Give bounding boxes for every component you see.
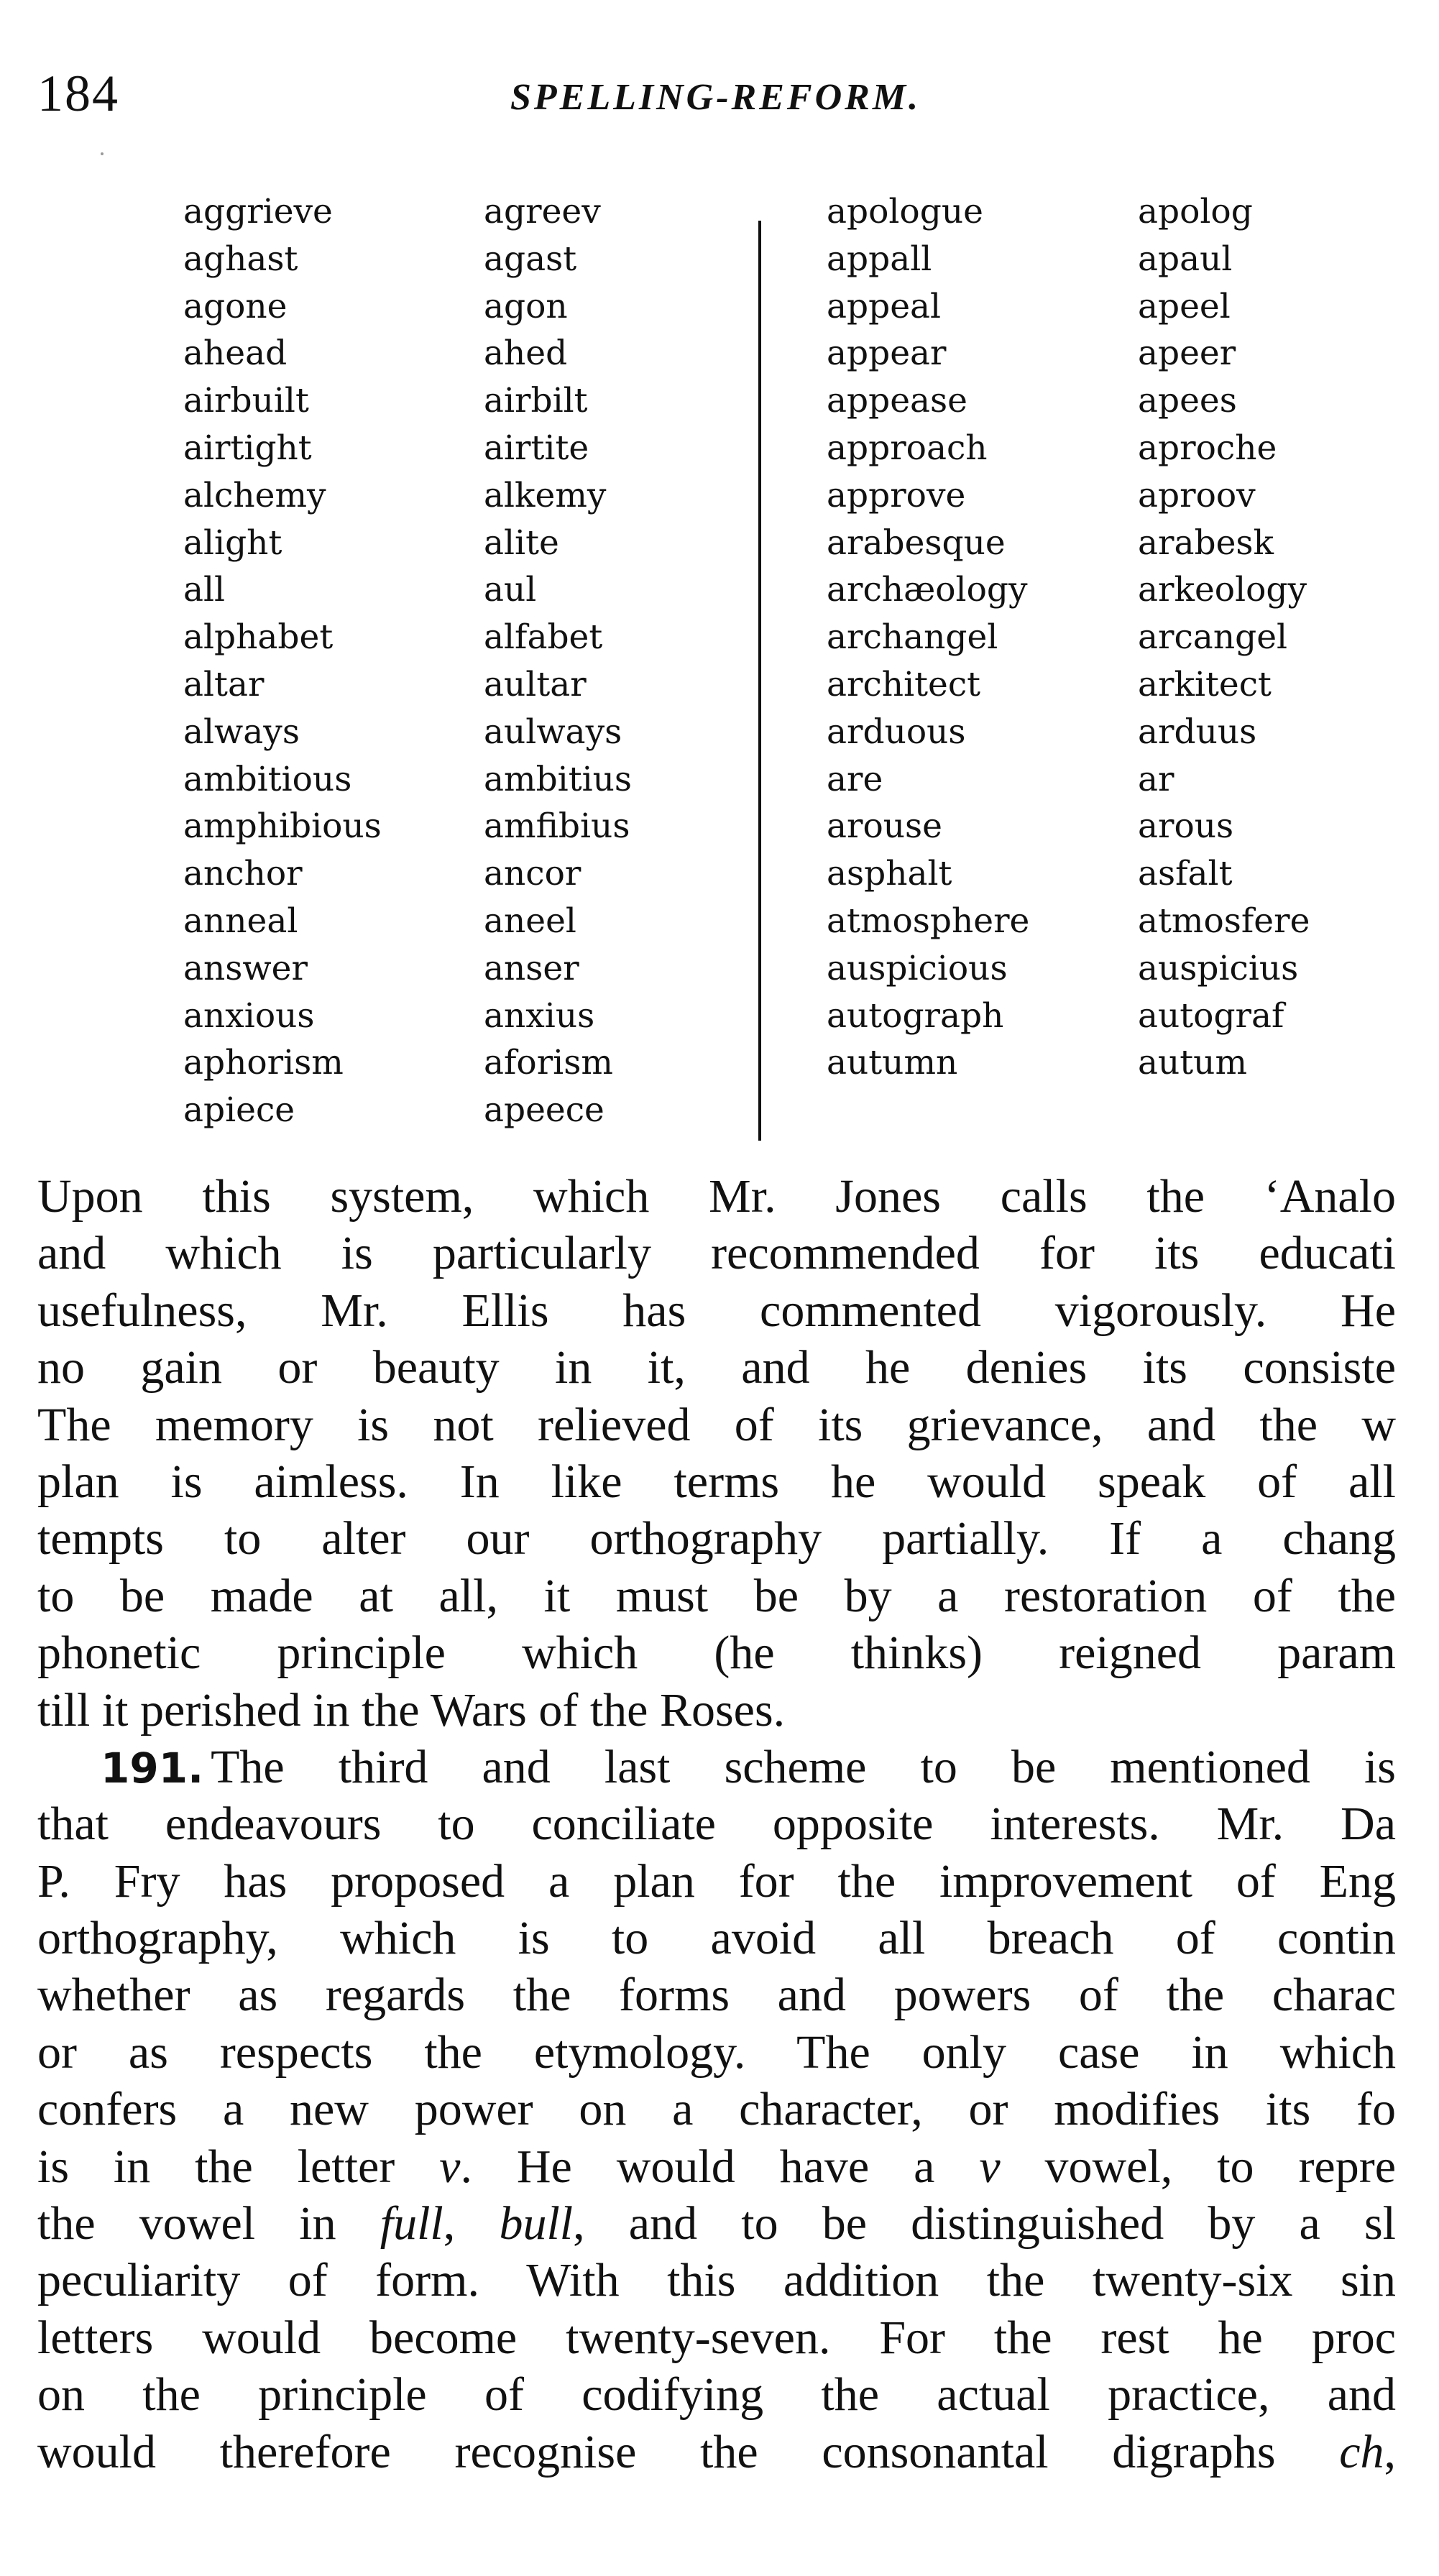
word-entry: arouse bbox=[827, 806, 942, 847]
word-entry: aneel bbox=[484, 901, 576, 941]
word-entry: arduous bbox=[827, 712, 966, 752]
text-segment: the vowel in bbox=[37, 2197, 380, 2250]
word-entry: are bbox=[827, 759, 883, 799]
word-entry: autum bbox=[1138, 1043, 1248, 1083]
text-line: and which is particularly recommended for its educati bbox=[37, 1227, 1396, 1280]
running-title: SPELLING-REFORM. bbox=[510, 77, 921, 118]
word-entry: anxious bbox=[183, 995, 315, 1036]
word-entry: airbilt bbox=[484, 381, 588, 421]
text-line: The memory is not relieved of its grievance, and the w bbox=[37, 1398, 1396, 1451]
text-segment: is in the letter bbox=[37, 2140, 440, 2193]
word-entry: approach bbox=[827, 428, 988, 468]
paragraph-section-191 bbox=[37, 1739, 1396, 2480]
column-divider bbox=[758, 221, 761, 1141]
word-entry: apeece bbox=[484, 1090, 604, 1131]
word-entry: atmosphere bbox=[827, 901, 1030, 941]
italic-word: bull bbox=[499, 2197, 574, 2250]
word-entry: apaul bbox=[1138, 239, 1233, 279]
text-line bbox=[37, 2195, 1396, 2252]
word-entry: asfalt bbox=[1138, 854, 1233, 894]
word-entry: airtite bbox=[484, 428, 589, 468]
word-entry: auspicious bbox=[827, 948, 1008, 988]
text-line: letters would become twenty-seven. For the rest he proc bbox=[37, 2311, 1396, 2364]
word-entry: aforism bbox=[484, 1043, 613, 1083]
text-segment: would therefore recognise the consonantal digraphs bbox=[37, 2425, 1340, 2478]
word-entry: autograph bbox=[827, 995, 1004, 1036]
word-column-old-spelling-1 bbox=[183, 188, 382, 1134]
word-entry: approve bbox=[827, 475, 966, 515]
word-entry: aulways bbox=[484, 712, 622, 752]
word-entry: aghast bbox=[183, 239, 298, 279]
paragraph-lines bbox=[37, 2252, 1396, 2423]
word-entry: airtight bbox=[183, 428, 312, 468]
text-line: on the principle of codifying the actual practice, and bbox=[37, 2368, 1396, 2421]
word-entry: apeel bbox=[1138, 286, 1231, 326]
word-entry: alkemy bbox=[484, 475, 607, 515]
paragraph-lines bbox=[37, 1795, 1396, 2138]
word-entry: arous bbox=[1138, 806, 1234, 847]
word-entry: always bbox=[183, 712, 300, 752]
word-entry: aggrieve bbox=[183, 192, 333, 231]
print-speck bbox=[101, 152, 104, 155]
word-entry: ahead bbox=[183, 334, 288, 374]
text-line: whether as regards the forms and powers of the charac bbox=[37, 1969, 1396, 2022]
text-line-content: The third and last scheme to be mentioned is bbox=[211, 1740, 1396, 1793]
word-entry: appear bbox=[827, 334, 947, 374]
word-entry: ambitius bbox=[484, 759, 633, 799]
text-line: usefulness, Mr. Ellis has commented vigorously. He bbox=[37, 1284, 1396, 1337]
word-entry: autumn bbox=[827, 1043, 958, 1083]
italic-word: full bbox=[380, 2197, 443, 2250]
text-segment: , bbox=[443, 2197, 500, 2250]
word-entry: appease bbox=[827, 381, 967, 421]
section-number: 191. bbox=[101, 1743, 204, 1793]
word-entry: aul bbox=[484, 570, 537, 610]
word-entry: agon bbox=[484, 286, 568, 326]
word-column-old-spelling-2 bbox=[827, 188, 1029, 1087]
word-entry: alphabet bbox=[183, 617, 334, 658]
word-entry: archæology bbox=[827, 570, 1028, 610]
paragraph-analogic-system bbox=[37, 1168, 1396, 1739]
word-entry: archangel bbox=[827, 617, 998, 658]
text-line bbox=[37, 2424, 1396, 2480]
text-segment: vowel, to repre bbox=[1000, 2140, 1396, 2193]
text-segment: . He would have a bbox=[460, 2140, 980, 2193]
text-line: or as respects the etymology. The only case in which bbox=[37, 2025, 1396, 2079]
text-line: plan is aimless. In like terms he would speak of all bbox=[37, 1455, 1396, 1508]
word-entry: agone bbox=[183, 286, 288, 326]
word-entry: altar bbox=[183, 664, 265, 704]
word-column-new-spelling-2 bbox=[1138, 188, 1310, 1087]
word-entry: ancor bbox=[484, 854, 581, 894]
word-entry: autograf bbox=[1138, 995, 1284, 1036]
word-entry: agast bbox=[484, 239, 577, 279]
word-entry: anser bbox=[484, 948, 579, 988]
word-entry: alite bbox=[484, 523, 559, 563]
word-entry: aultar bbox=[484, 664, 587, 704]
word-entry: ahed bbox=[484, 334, 568, 374]
text-line bbox=[37, 2138, 1396, 2195]
word-entry: alfabet bbox=[484, 617, 603, 658]
word-entry: apiece bbox=[183, 1090, 295, 1131]
word-entry: apolog bbox=[1138, 192, 1253, 231]
word-entry: all bbox=[183, 570, 226, 610]
word-entry: amphibious bbox=[183, 806, 382, 847]
word-entry: anchor bbox=[183, 854, 303, 894]
text-line: peculiarity of form. With this addition the twenty-six sin bbox=[37, 2254, 1396, 2307]
word-entry: arduus bbox=[1138, 712, 1257, 752]
word-entry: asphalt bbox=[827, 854, 952, 894]
text-line: that endeavours to conciliate opposite interests. Mr. Da bbox=[37, 1798, 1396, 1851]
text-line: no gain or beauty in it, and he denies its consiste bbox=[37, 1341, 1396, 1394]
word-entry: airbuilt bbox=[183, 381, 309, 421]
word-entry: arabesque bbox=[827, 523, 1006, 563]
italic-letter: v bbox=[979, 2140, 1001, 2193]
word-entry: anxius bbox=[484, 995, 595, 1036]
word-entry: aphorism bbox=[183, 1043, 344, 1083]
word-entry: arabesk bbox=[1138, 523, 1274, 563]
spelling-word-list bbox=[183, 188, 1369, 1151]
word-entry: arkitect bbox=[1138, 664, 1272, 704]
italic-letter: v bbox=[439, 2140, 461, 2193]
text-line: confers a new power on a character, or modifies its fo bbox=[37, 2083, 1396, 2136]
word-entry: arcangel bbox=[1138, 617, 1288, 658]
page-number: 184 bbox=[37, 65, 119, 122]
body-text bbox=[37, 1168, 1396, 2570]
word-entry: apologue bbox=[827, 192, 983, 231]
word-entry: agreev bbox=[484, 192, 601, 231]
page-header bbox=[36, 61, 1394, 126]
text-line: Upon this system, which Mr. Jones calls the ‘Analo bbox=[37, 1170, 1396, 1223]
word-entry: auspicius bbox=[1138, 948, 1299, 988]
text-line: to be made at all, it must be by a restoration of the bbox=[37, 1569, 1396, 1622]
text-line: tempts to alter our orthography partially. If a chang bbox=[37, 1512, 1396, 1565]
word-column-new-spelling-1 bbox=[484, 188, 632, 1134]
text-line: phonetic principle which (he thinks) reigned param bbox=[37, 1627, 1396, 1680]
word-entry: apeer bbox=[1138, 334, 1236, 374]
word-entry: ar bbox=[1138, 759, 1174, 799]
word-entry: architect bbox=[827, 664, 981, 704]
word-entry: aproov bbox=[1138, 475, 1256, 515]
word-entry: amfibius bbox=[484, 806, 630, 847]
word-entry: arkeology bbox=[1138, 570, 1307, 610]
italic-digraph: ch bbox=[1339, 2425, 1384, 2478]
text-line bbox=[37, 1739, 1396, 1795]
text-line: P. Fry has proposed a plan for the improvement of Eng bbox=[37, 1854, 1396, 1908]
word-entry: ambitious bbox=[183, 759, 352, 799]
word-entry: answer bbox=[183, 948, 308, 988]
word-entry: atmosfere bbox=[1138, 901, 1310, 941]
word-entry: alchemy bbox=[183, 475, 326, 515]
word-entry: anneal bbox=[183, 901, 298, 941]
text-segment: , bbox=[1384, 2425, 1396, 2478]
text-line: till it perished in the Wars of the Roses. bbox=[37, 1683, 786, 1736]
word-entry: appeal bbox=[827, 286, 942, 326]
word-entry: appall bbox=[827, 239, 932, 279]
text-segment: , and to be distinguished by a sl bbox=[573, 2197, 1396, 2250]
word-entry: alight bbox=[183, 523, 282, 563]
word-entry: apees bbox=[1138, 381, 1237, 421]
text-line: orthography, which is to avoid all breach of contin bbox=[37, 1912, 1396, 1965]
word-entry: aproche bbox=[1138, 428, 1277, 468]
